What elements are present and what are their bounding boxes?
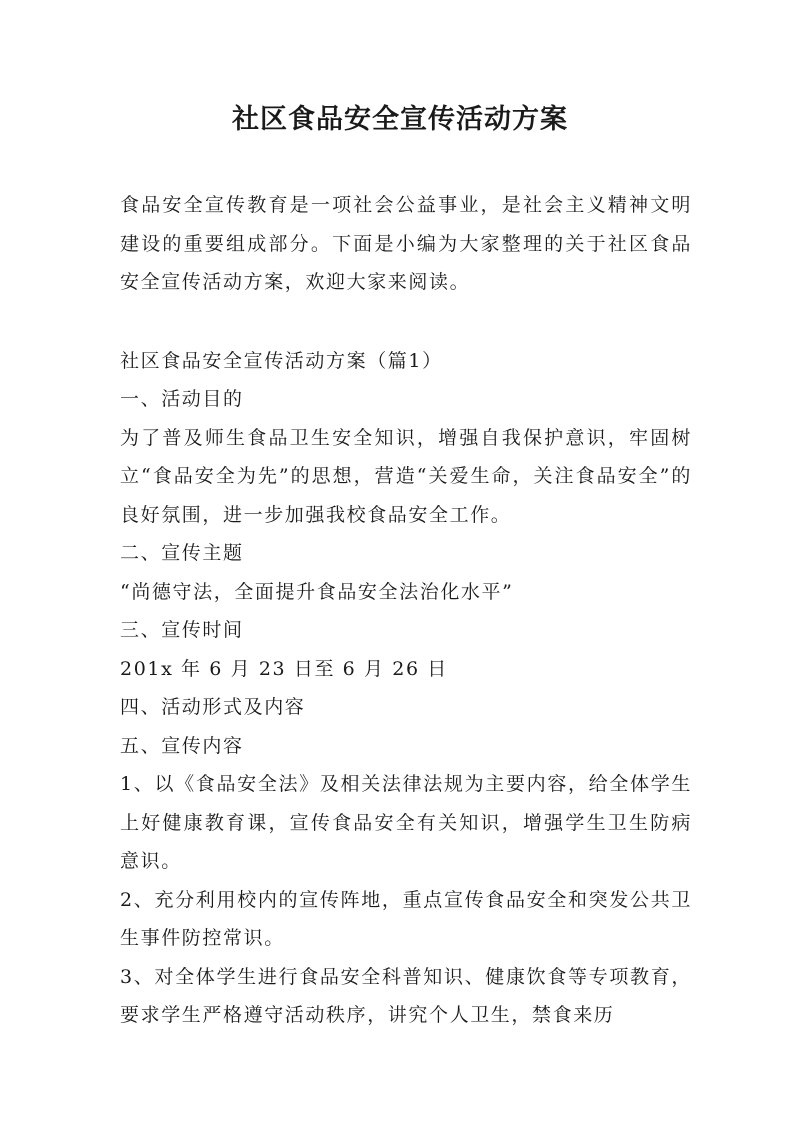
section-title: 社区食品安全宣传活动方案（篇1） — [120, 349, 443, 372]
content-item-2: 2、充分利用校内的宣传阵地，重点宣传食品安全和突发公共卫生事件防控常识。 — [120, 888, 692, 949]
heading-theme: 二、宣传主题 — [120, 542, 244, 564]
purpose-paragraph: 为了普及师生食品卫生安全知识，增强自我保护意识，牢固树立“食品安全为先”的思想，营造“关爱生命，关注食品安全”的良好氛围，进一步加强我校食品安全工作。 — [120, 426, 692, 526]
intro-paragraph: 食品安全宣传教育是一项社会公益事业，是社会主义精神文明建设的重要组成部分。下面是小编为大家整理的关于社区食品安全宣传活动方案，欢迎大家来阅读。 — [120, 194, 692, 293]
document-title: 社区食品安全宣传活动方案 — [232, 104, 568, 135]
heading-time: 三、宣传时间 — [120, 619, 244, 641]
document-body — [120, 186, 692, 1035]
paragraph-spacer — [120, 302, 692, 342]
heading-content: 五、宣传内容 — [120, 734, 244, 757]
heading-format: 四、活动形式及内容 — [120, 696, 306, 718]
content-item-3: 3、对全体学生进行食品安全科普知识、健康饮食等专项教育，要求学生严格遵守活动秩序，讲究个人卫生，禁食来历 — [120, 965, 692, 1026]
heading-purpose: 一、活动目的 — [120, 388, 244, 410]
content-item-1: 1、以《食品安全法》及相关法律法规为主要内容，给全体学生上好健康教育课，宣传食品安全有关知识，增强学生卫生防病意识。 — [120, 773, 692, 872]
theme-paragraph: “尚德守法，全面提升食品安全法治化水平” — [120, 580, 514, 603]
time-paragraph: 201x 年 6 月 23 日至 6 月 26 日 — [120, 657, 448, 680]
